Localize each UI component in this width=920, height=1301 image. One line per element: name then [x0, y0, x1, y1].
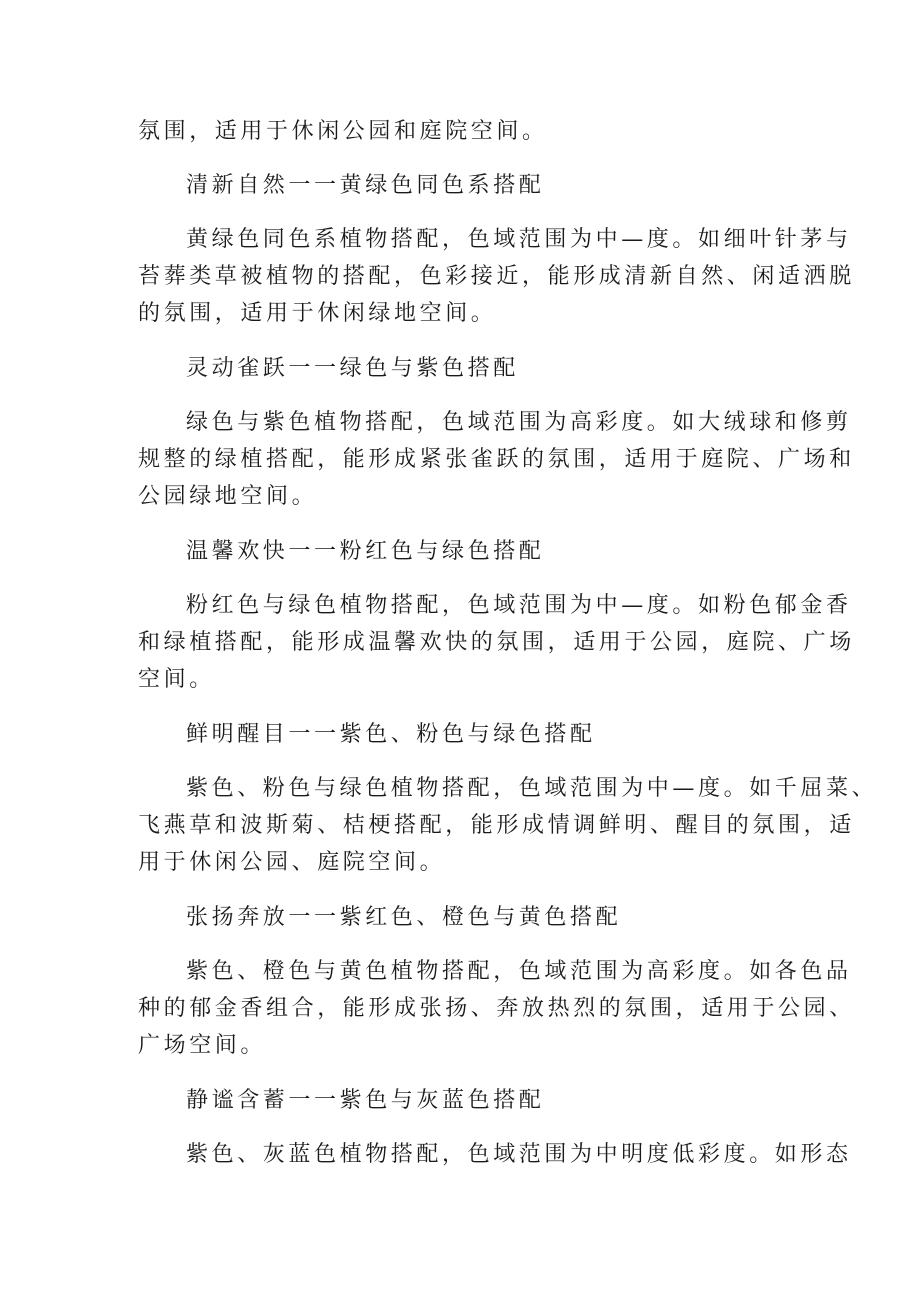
body-text-line: 和绿植搭配，能形成温馨欢快的氛围，适用于公园，庭院、广场 [138, 630, 855, 655]
section-heading: 静谧含蓄一一紫色与灰蓝色搭配 [186, 1088, 545, 1113]
section-heading: 鲜明醒目一一紫色、粉色与绿色搭配 [186, 722, 596, 747]
section-heading: 温馨欢快一一粉红色与绿色搭配 [186, 539, 545, 564]
section-heading: 张扬奔放一一紫红色、橙色与黄色搭配 [186, 905, 622, 930]
body-text-line: 种的郁金香组合，能形成张扬、奔放热烈的氛围，适用于公园、 [138, 996, 855, 1021]
body-text-line: 黄绿色同色系植物搭配，色域范围为中—度。如细叶针茅与 [186, 227, 852, 252]
body-text-line: 绿色与紫色植物搭配，色域范围为高彩度。如大绒球和修剪 [186, 410, 852, 435]
section-heading: 清新自然一一黄绿色同色系搭配 [186, 173, 545, 198]
body-text-line: 紫色、灰蓝色植物搭配，色域范围为中明度低彩度。如形态 [186, 1142, 852, 1167]
body-text-line: 用于休闲公园、庭院空间。 [138, 850, 446, 875]
body-text-line: 粉红色与绿色植物搭配，色域范围为中—度。如粉色郁金香 [186, 593, 852, 618]
body-text-line: 飞燕草和波斯菊、桔梗搭配，能形成情调鲜明、醒目的氛围，适 [138, 813, 855, 838]
body-text-line: 公园绿地空间。 [138, 484, 318, 509]
body-text-line: 规整的绿植搭配，能形成紧张雀跃的氛围，适用于庭院、广场和 [138, 447, 855, 472]
section-heading: 灵动雀跃一一绿色与紫色搭配 [186, 356, 519, 381]
body-text-line: 的氛围，适用于休闲绿地空间。 [138, 301, 497, 326]
body-text-line: 紫色、粉色与绿色植物搭配，色域范围为中—度。如千屈菜、 [186, 776, 878, 801]
body-text-line: 氛围，适用于休闲公园和庭院空间。 [138, 119, 548, 144]
body-text-line: 广场空间。 [138, 1033, 267, 1058]
body-text-line: 苔葬类草被植物的搭配，色彩接近，能形成清新自然、闲适洒脱 [138, 264, 855, 289]
body-text-line: 紫色、橙色与黄色植物搭配，色域范围为高彩度。如各色品 [186, 959, 852, 984]
body-text-line: 空间。 [138, 667, 215, 692]
